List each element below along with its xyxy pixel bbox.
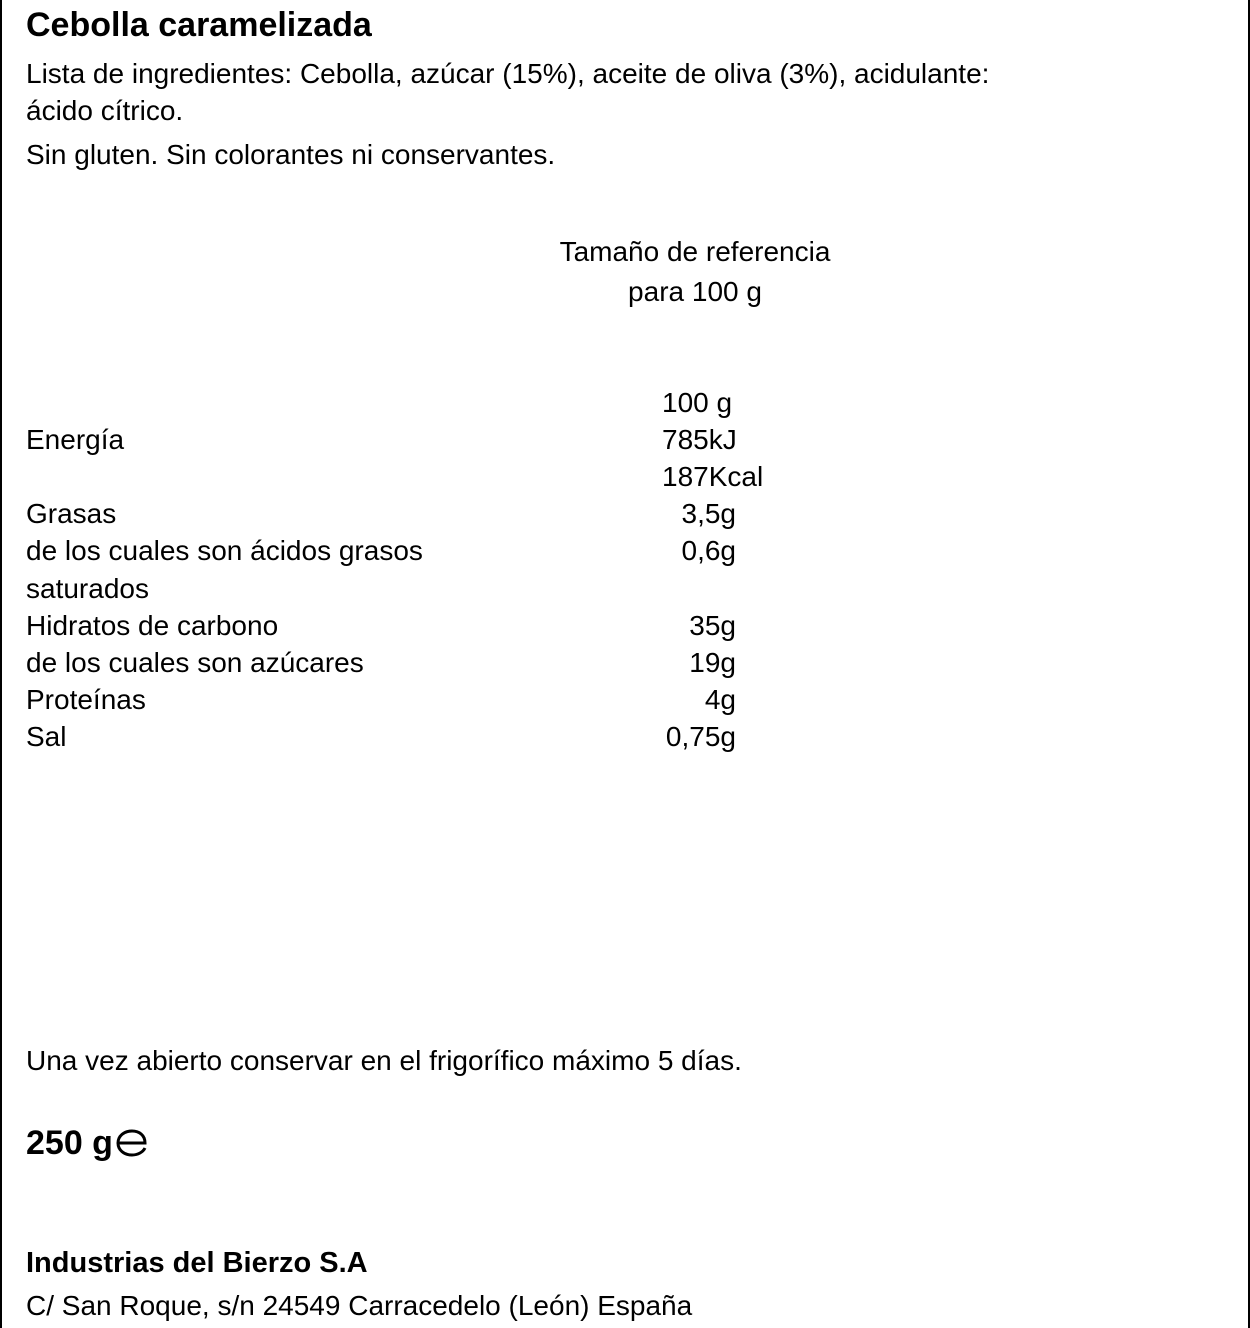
nutrition-row-label: de los cuales son azúcares bbox=[26, 647, 364, 678]
nutrition-row-value: 0,75g bbox=[665, 721, 736, 752]
nutrition-row-label: Grasas bbox=[26, 498, 117, 529]
nutrition-row-value: 3,5g bbox=[681, 498, 736, 529]
nutrition-row-label: saturados bbox=[26, 573, 149, 604]
e-mark-icon bbox=[115, 1129, 149, 1154]
net-weight bbox=[26, 1126, 149, 1160]
reference-size-line-1: Tamaño de referencia bbox=[559, 236, 831, 267]
nutrition-row-value: 35g bbox=[689, 610, 736, 641]
claims-text: Sin gluten. Sin colorantes ni conservantes. bbox=[26, 139, 556, 170]
manufacturer-name: Industrias del Bierzo S.A bbox=[26, 1247, 368, 1279]
ingredients-line-1: Lista de ingredientes: Cebolla, azúcar (15%), aceite de oliva (3%), acidulante: bbox=[26, 58, 990, 89]
product-title: Cebolla caramelizada bbox=[26, 6, 372, 44]
storage-instructions: Una vez abierto conservar en el frigorífico máximo 5 días. bbox=[26, 1045, 742, 1076]
ingredients-line-2: ácido cítrico. bbox=[26, 95, 184, 126]
nutrition-column-header: 100 g bbox=[662, 387, 733, 418]
nutrition-row-value: 4g bbox=[704, 684, 736, 715]
nutrition-row-value: 19g bbox=[689, 647, 736, 678]
manufacturer-address: C/ San Roque, s/n 24549 Carracedelo (León) España bbox=[26, 1290, 693, 1321]
nutrition-row-value: 187Kcal bbox=[662, 461, 764, 492]
nutrition-row-label: Sal bbox=[26, 721, 67, 752]
nutrition-row-label: Proteínas bbox=[26, 684, 146, 715]
reference-size-line-2: para 100 g bbox=[628, 276, 762, 307]
net-weight-value: 250 g bbox=[26, 1124, 113, 1162]
nutrition-row-label: Hidratos de carbono bbox=[26, 610, 279, 641]
nutrition-row-value: 785kJ bbox=[662, 424, 737, 455]
nutrition-row-value: 0,6g bbox=[681, 535, 736, 566]
nutrition-row-label: de los cuales son ácidos grasos bbox=[26, 535, 423, 566]
nutrition-row-label: Energía bbox=[26, 424, 125, 455]
